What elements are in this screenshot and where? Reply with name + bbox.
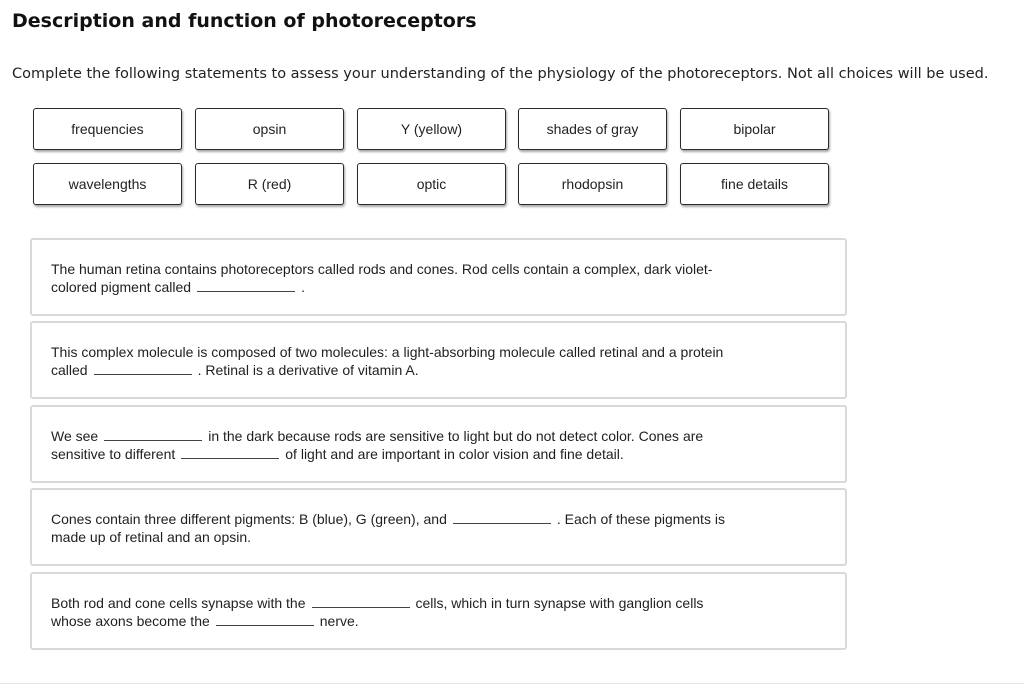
statement-2-text: called bbox=[51, 362, 88, 378]
statement-4-text-a: Cones contain three different pigments: B (blue), G (green), and bbox=[51, 511, 447, 527]
statement-3-text-a: We see bbox=[51, 428, 99, 444]
answer-chip-fine-details[interactable]: fine details bbox=[680, 163, 829, 205]
statement-box-5 bbox=[30, 572, 847, 650]
answer-chip-rhodopsin[interactable]: rhodopsin bbox=[518, 163, 667, 205]
bottom-divider bbox=[0, 683, 1024, 684]
drop-zone-5[interactable] bbox=[453, 513, 551, 524]
instructions-text: Complete the following statements to assess your understanding of the physiology of the photoreceptors. Not all choices will be used. bbox=[12, 66, 989, 82]
answer-chip-opsin[interactable]: opsin bbox=[195, 108, 344, 150]
answer-chip-r-red[interactable]: R (red) bbox=[195, 163, 344, 205]
answer-chip-y-yellow[interactable]: Y (yellow) bbox=[357, 108, 506, 150]
drop-zone-4[interactable] bbox=[181, 448, 279, 459]
statement-2-line-1: This complex molecule is composed of two molecules: a light-absorbing molecule called retinal and a protein bbox=[51, 344, 724, 360]
statement-5-text-d: nerve. bbox=[319, 613, 359, 629]
page-title: Description and function of photoreceptors bbox=[12, 10, 477, 32]
statement-1-text-end: . bbox=[301, 279, 305, 295]
answer-chip-bipolar[interactable]: bipolar bbox=[680, 108, 829, 150]
statement-4-text-b: . Each of these pigments is bbox=[556, 511, 725, 527]
statement-1-line-1: The human retina contains photoreceptors called rods and cones. Rod cells contain a complex, dark violet- bbox=[51, 261, 713, 277]
answer-chip-shades-of-gray[interactable]: shades of gray bbox=[518, 108, 667, 150]
statement-2-text-end: . Retinal is a derivative of vitamin A. bbox=[197, 362, 419, 378]
statement-3-text-d: of light and are important in color vision and fine detail. bbox=[285, 446, 624, 462]
drop-zone-6[interactable] bbox=[312, 597, 410, 608]
statement-5-text-b: cells, which in turn synapse with ganglion cells bbox=[415, 595, 704, 611]
statement-4-line-2: made up of retinal and an opsin. bbox=[51, 529, 252, 545]
statement-1-text: colored pigment called bbox=[51, 279, 192, 295]
drop-zone-2[interactable] bbox=[94, 364, 192, 375]
statement-5-text-c: whose axons become the bbox=[51, 613, 210, 629]
statement-box-1 bbox=[30, 238, 847, 316]
answer-chip-optic[interactable]: optic bbox=[357, 163, 506, 205]
answer-chip-frequencies[interactable]: frequencies bbox=[33, 108, 182, 150]
statement-box-2 bbox=[30, 321, 847, 399]
statement-3-text-b: in the dark because rods are sensitive to light but do not detect color. Cones are bbox=[208, 428, 704, 444]
statement-box-4 bbox=[30, 488, 847, 566]
drop-zone-1[interactable] bbox=[197, 281, 295, 292]
answer-chip-wavelengths[interactable]: wavelengths bbox=[33, 163, 182, 205]
statement-5-text-a: Both rod and cone cells synapse with the bbox=[51, 595, 306, 611]
statement-3-text-c: sensitive to different bbox=[51, 446, 176, 462]
drop-zone-3[interactable] bbox=[104, 430, 202, 441]
drop-zone-7[interactable] bbox=[216, 615, 314, 626]
statement-box-3 bbox=[30, 405, 847, 483]
